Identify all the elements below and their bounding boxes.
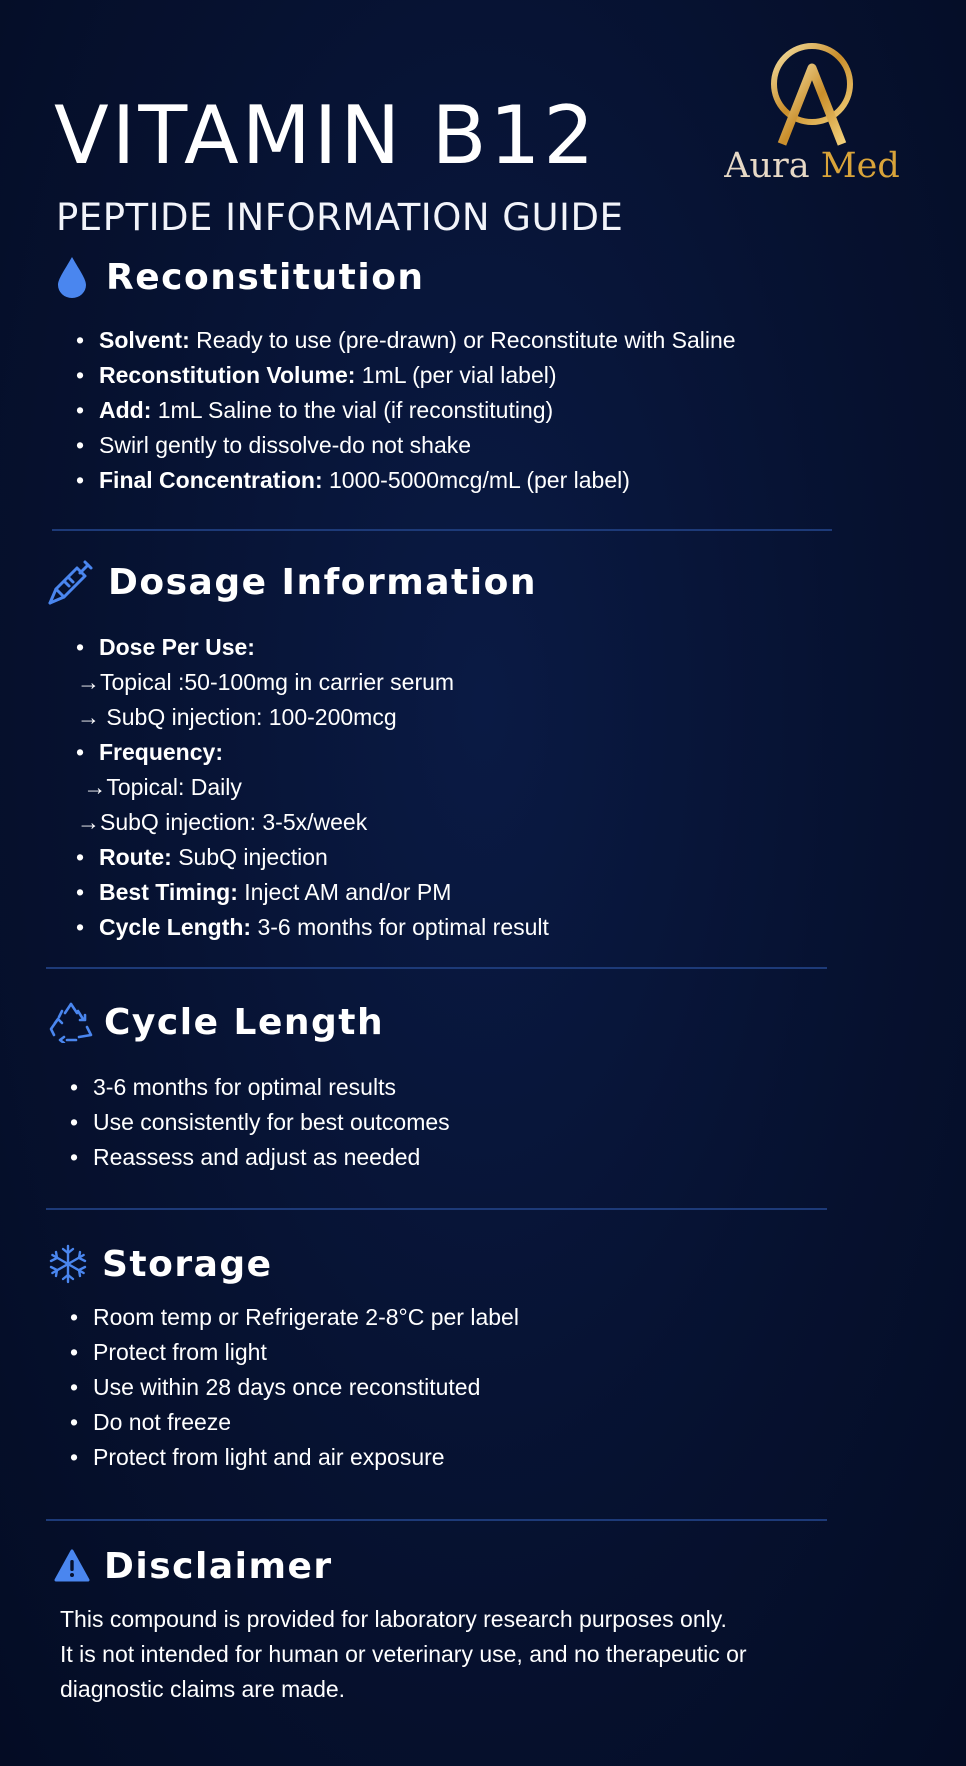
list-item: • Use consistently for best outcomes xyxy=(72,1105,450,1140)
list-item: • 3-6 months for optimal results xyxy=(72,1070,450,1105)
water-drop-icon xyxy=(52,255,92,299)
storage-heading: Storage xyxy=(102,1243,273,1285)
list-item: →Topical: Daily xyxy=(77,774,242,800)
list-item: • Protect from light and air exposure xyxy=(72,1440,519,1475)
logo-wordmark xyxy=(712,146,912,186)
frequency-list xyxy=(78,735,223,770)
list-item: • Frequency: xyxy=(78,735,223,770)
storage-header xyxy=(48,1242,273,1286)
list-item: • Dose Per Use: xyxy=(78,630,255,665)
logo-emblem-icon xyxy=(712,38,912,148)
storage-list xyxy=(72,1300,519,1475)
list-item: • Reconstitution Volume: 1mL (per vial label) xyxy=(78,358,736,393)
dosage-details-list xyxy=(78,840,549,945)
cycle-list xyxy=(72,1070,450,1175)
section-divider xyxy=(52,529,832,531)
disclaimer-line: This compound is provided for laboratory research purposes only. xyxy=(60,1606,727,1632)
list-item: • Do not freeze xyxy=(72,1405,519,1440)
recycle-icon xyxy=(48,1000,94,1044)
list-item: • Final Concentration: 1000-5000mcg/mL (per label) xyxy=(78,463,736,498)
syringe-icon xyxy=(46,560,96,604)
list-item: → SubQ injection: 100-200mcg xyxy=(77,704,397,730)
reconstitution-header xyxy=(52,255,425,299)
list-item: • Add: 1mL Saline to the vial (if reconstituting) xyxy=(78,393,736,428)
page-subtitle: PEPTIDE INFORMATION GUIDE xyxy=(56,196,624,239)
list-item: →Topical :50-100mg in carrier serum xyxy=(77,669,455,695)
disclaimer-line: It is not intended for human or veterinary use, and no therapeutic or xyxy=(60,1641,747,1667)
dosage-list xyxy=(78,630,255,665)
auramed-logo xyxy=(712,38,912,188)
list-item: • Best Timing: Inject AM and/or PM xyxy=(78,875,549,910)
list-item: • Solvent: Ready to use (pre-drawn) or Reconstitute with Saline xyxy=(78,323,736,358)
disclaimer-heading: Disclaimer xyxy=(104,1545,333,1587)
list-item: • Swirl gently to dissolve-do not shake xyxy=(78,428,736,463)
disclaimer-line: diagnostic claims are made. xyxy=(60,1676,346,1702)
list-item: • Reassess and adjust as needed xyxy=(72,1140,450,1175)
section-divider xyxy=(46,967,827,969)
disclaimer-text xyxy=(60,1602,900,1707)
logo-word-med: Med xyxy=(820,146,900,186)
reconstitution-heading: Reconstitution xyxy=(106,256,425,298)
list-item: • Cycle Length: 3-6 months for optimal result xyxy=(78,910,549,945)
dosage-header xyxy=(46,560,537,604)
section-divider xyxy=(46,1208,827,1210)
dose-sublist xyxy=(77,665,454,735)
list-item: • Route: SubQ injection xyxy=(78,840,549,875)
dosage-heading: Dosage Information xyxy=(108,561,537,603)
frequency-sublist xyxy=(77,770,367,840)
reconstitution-list xyxy=(78,323,736,498)
snowflake-icon xyxy=(48,1242,88,1286)
cycle-header xyxy=(48,1000,384,1044)
list-item: • Protect from light xyxy=(72,1335,519,1370)
page-title: VITAMIN B12 xyxy=(54,89,598,182)
list-item: →SubQ injection: 3-5x/week xyxy=(77,809,368,835)
section-divider xyxy=(46,1519,827,1521)
logo-word-aura: Aura xyxy=(724,146,810,186)
list-item: • Use within 28 days once reconstituted xyxy=(72,1370,519,1405)
list-item: • Room temp or Refrigerate 2-8°C per label xyxy=(72,1300,519,1335)
warning-icon xyxy=(52,1544,92,1588)
disclaimer-header xyxy=(52,1544,333,1588)
cycle-heading: Cycle Length xyxy=(104,1001,385,1043)
